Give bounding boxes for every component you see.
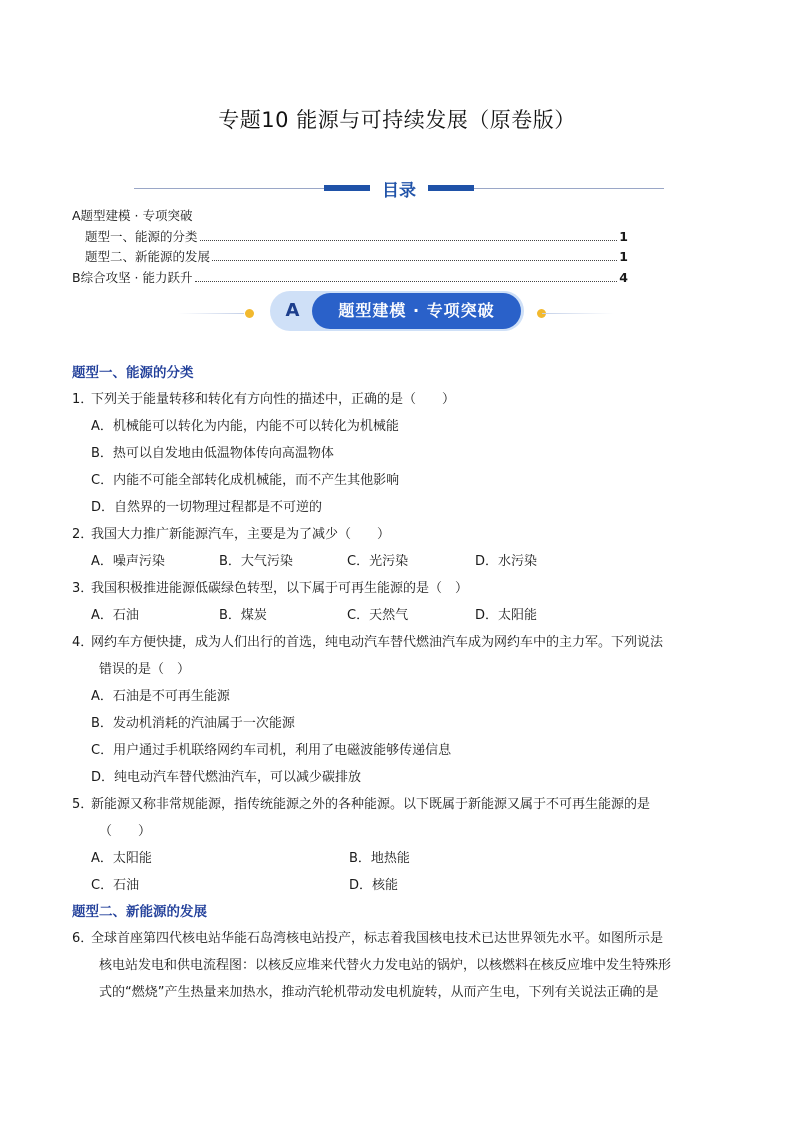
toc-item[interactable] — [72, 227, 628, 248]
toc-item[interactable] — [72, 268, 628, 289]
toc-item[interactable] — [72, 206, 628, 227]
answer-option: C．用户通过手机联络网约车司机，利用了电磁波能够传递信息 — [91, 743, 452, 758]
answer-option: B．煤炭 — [219, 608, 267, 623]
question-text: 网约车方便快捷，成为人们出行的首选，纯电动汽车替代燃油汽车成为网约车中的主力军。下列说法 — [91, 635, 664, 650]
question-number: 5． — [72, 797, 94, 812]
divider — [474, 188, 664, 189]
toc-page-number: 4 — [619, 269, 628, 285]
divider — [324, 185, 370, 191]
question-text: 我国积极推进能源低碳绿色转型，以下属于可再生能源的是（ ） — [91, 581, 469, 596]
page-title: 专题10 能源与可持续发展（原卷版） — [218, 108, 576, 132]
question-text: 下列关于能量转移和转化有方向性的描述中，正确的是（ ） — [91, 392, 456, 407]
question-stem — [72, 925, 722, 952]
question-stem — [72, 386, 722, 413]
banner-letter: A — [285, 300, 300, 321]
question-stem — [72, 791, 722, 818]
question-stem — [72, 575, 722, 602]
section-banner — [178, 291, 614, 331]
divider — [428, 185, 474, 191]
question-text: 新能源又称非常规能源，指传统能源之外的各种能源。以下既属于新能源又属于不可再生能源的是 — [91, 797, 651, 812]
question-number: 3． — [72, 581, 94, 596]
answer-options — [72, 872, 722, 899]
answer-option: C．光污染 — [347, 554, 409, 569]
answer-option: A．机械能可以转化为内能，内能不可以转化为机械能 — [91, 419, 399, 434]
answer-option: C．石油 — [91, 878, 140, 893]
answer-option: D．太阳能 — [475, 608, 538, 623]
question-list — [72, 360, 722, 1006]
question-text: 全球首座第四代核电站华能石岛湾核电站投产，标志着我国核电技术已达世界领先水平。如图所示是 — [91, 931, 664, 946]
question-number: 1． — [72, 392, 94, 407]
answer-option: D．水污染 — [475, 554, 538, 569]
toc-item-label: 题型一、能源的分类 — [85, 228, 198, 244]
toc-item[interactable] — [72, 247, 628, 268]
table-of-contents — [72, 206, 628, 288]
section-heading: 题型二、新能源的发展 — [72, 904, 207, 920]
question-number: 2． — [72, 527, 94, 542]
divider — [542, 313, 614, 314]
toc-item-label: B综合攻坚 · 能力跃升 — [72, 269, 193, 285]
answer-option: A．太阳能 — [91, 851, 152, 866]
divider — [134, 188, 324, 189]
question-stem — [72, 629, 722, 656]
answer-options — [72, 602, 722, 629]
answer-option: B．大气污染 — [219, 554, 293, 569]
toc-dots — [212, 260, 617, 261]
answer-option: D．纯电动汽车替代燃油汽车，可以减少碳排放 — [91, 770, 362, 785]
answer-option: C．内能不可能全部转化成机械能，而不产生其他影响 — [91, 473, 400, 488]
toc-heading — [134, 176, 664, 201]
toc-item-label: A题型建模 · 专项突破 — [72, 208, 193, 223]
question-stem — [72, 521, 722, 548]
toc-dots — [200, 240, 618, 241]
answer-options — [72, 548, 722, 575]
question-text-continued: 核电站发电和供电流程图：以核反应堆来代替火力发电站的锅炉，以核燃料在核反应堆中发生特殊形 — [99, 958, 672, 973]
toc-page-number: 1 — [619, 228, 628, 244]
toc-item-label: 题型二、新能源的发展 — [85, 249, 211, 264]
answer-option: D．核能 — [349, 878, 399, 893]
question-text-continued: 式的“燃烧”产生热量来加热水，推动汽轮机带动发电机旋转，从而产生电，下列有关说法正确的是 — [99, 985, 659, 1000]
answer-option: B．热可以自发地由低温物体传向高温物体 — [91, 446, 334, 461]
answer-option: A．石油 — [91, 608, 139, 623]
question-text-continued: 错误的是（ ） — [99, 662, 191, 677]
answer-option: B．地热能 — [349, 851, 410, 866]
toc-dots — [195, 281, 618, 282]
section-heading: 题型一、能源的分类 — [72, 365, 194, 381]
question-number: 6． — [72, 931, 94, 946]
answer-option: D．自然界的一切物理过程都是不可逆的 — [91, 500, 323, 515]
toc-page-number: 1 — [619, 249, 628, 264]
banner-label: 题型建模 · 专项突破 — [312, 293, 521, 329]
divider — [178, 313, 244, 314]
toc-heading-label: 目录 — [382, 181, 416, 201]
answer-option: C．天然气 — [347, 608, 409, 623]
question-text: 我国大力推广新能源汽车，主要是为了减少（ ） — [91, 527, 391, 542]
answer-option: B．发动机消耗的汽油属于一次能源 — [91, 716, 295, 731]
dot-icon — [245, 309, 254, 318]
answer-option: A．石油是不可再生能源 — [91, 689, 230, 704]
question-text-continued: （ ） — [99, 824, 152, 839]
answer-options — [72, 845, 722, 872]
answer-option: A．噪声污染 — [91, 554, 165, 569]
banner-pill — [270, 291, 524, 331]
question-number: 4． — [72, 635, 94, 650]
